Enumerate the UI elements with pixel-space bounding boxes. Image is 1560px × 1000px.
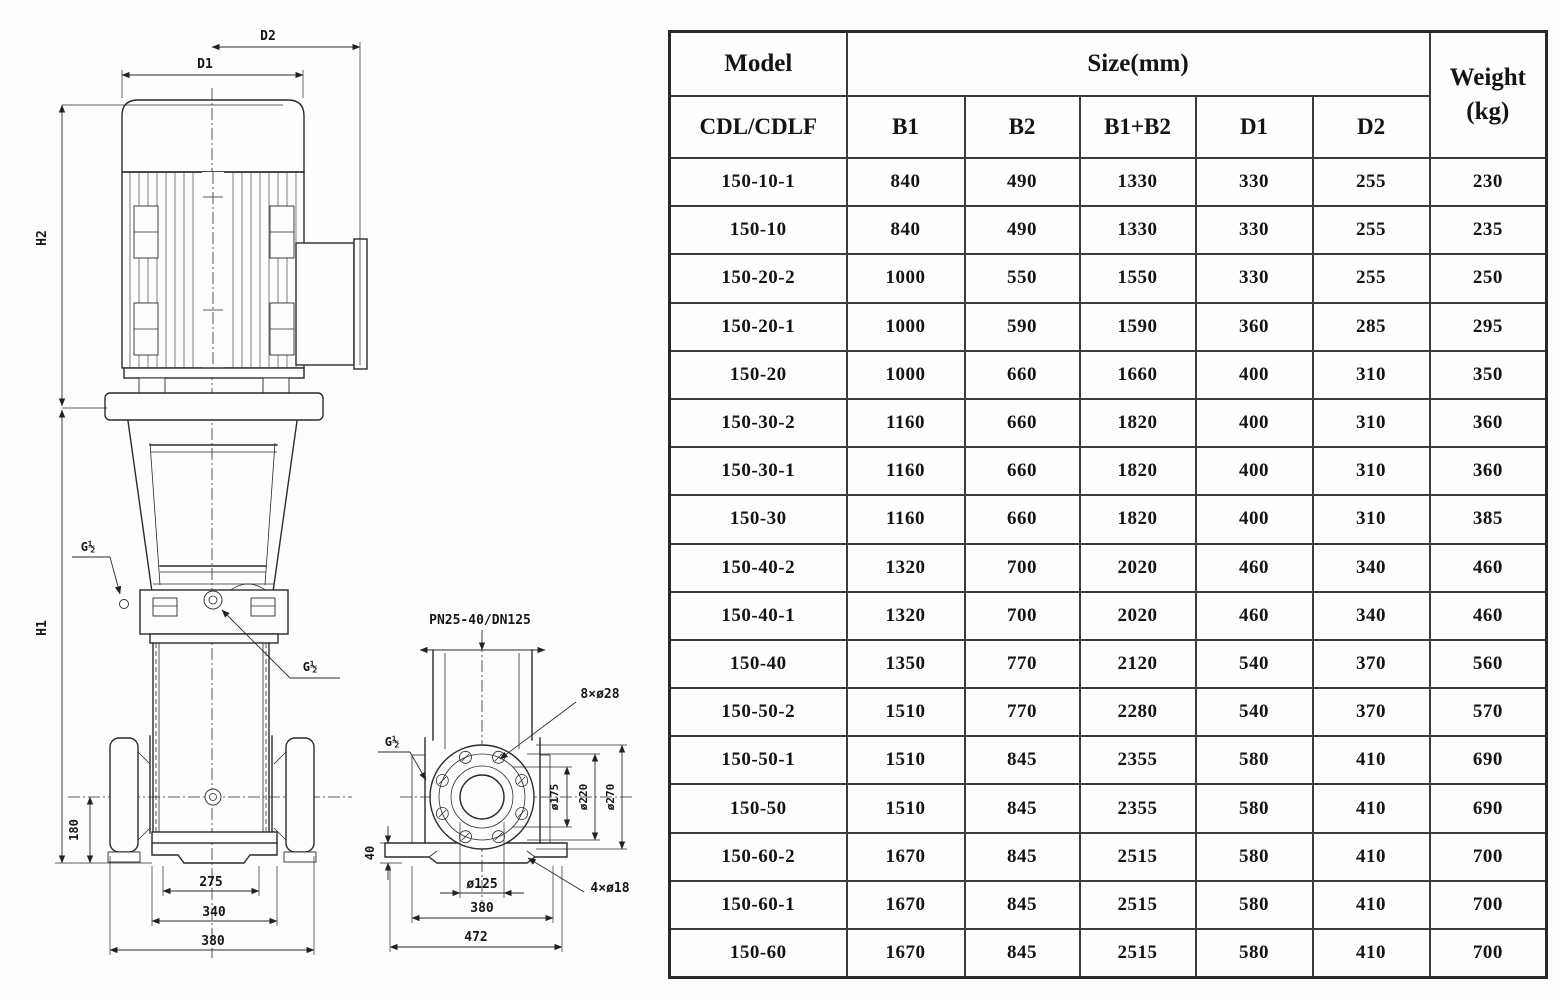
value-cell: 540 <box>1196 688 1313 736</box>
value-cell: 570 <box>1430 688 1547 736</box>
model-cell: 150-30-1 <box>670 447 847 495</box>
value-cell: 845 <box>965 929 1080 978</box>
value-cell: 310 <box>1313 399 1430 447</box>
value-cell: 410 <box>1313 929 1430 978</box>
value-cell: 1160 <box>847 399 965 447</box>
value-cell: 845 <box>965 736 1080 784</box>
header-weight-bottom: (kg) <box>1466 98 1510 125</box>
value-cell: 1590 <box>1080 303 1196 351</box>
dim-label-d1: D1 <box>197 57 213 72</box>
port-flange-left <box>110 738 138 852</box>
model-cell: 150-40-2 <box>670 544 847 592</box>
dim-label-340: 340 <box>202 905 226 920</box>
model-cell: 150-10-1 <box>670 158 847 206</box>
value-cell: 845 <box>965 833 1080 881</box>
header-size-col: D1 <box>1196 96 1313 158</box>
value-cell: 580 <box>1196 736 1313 784</box>
value-cell: 1330 <box>1080 158 1196 206</box>
pump-technical-drawing <box>0 0 660 1000</box>
model-cell: 150-20-2 <box>670 254 847 302</box>
value-cell: 540 <box>1196 640 1313 688</box>
value-cell: 370 <box>1313 688 1430 736</box>
value-cell: 700 <box>965 544 1080 592</box>
dimension-table-wrap <box>668 30 1548 979</box>
table-row <box>670 399 1547 447</box>
value-cell: 1670 <box>847 833 965 881</box>
table-row <box>670 351 1547 399</box>
value-cell: 660 <box>965 495 1080 543</box>
value-cell: 1510 <box>847 688 965 736</box>
value-cell: 340 <box>1313 544 1430 592</box>
value-cell: 370 <box>1313 640 1430 688</box>
header-model-series: CDL/CDLF <box>670 96 847 158</box>
table-row <box>670 640 1547 688</box>
dim-label-d2: D2 <box>260 29 276 44</box>
value-cell: 2020 <box>1080 592 1196 640</box>
value-cell: 235 <box>1430 206 1547 254</box>
motor-stool-plate <box>105 393 323 420</box>
pump-base <box>152 832 277 843</box>
header-size-col: B1+B2 <box>1080 96 1196 158</box>
value-cell: 400 <box>1196 495 1313 543</box>
table-row <box>670 833 1547 881</box>
value-cell: 660 <box>965 399 1080 447</box>
header-size: Size(mm) <box>847 32 1430 97</box>
value-cell: 2120 <box>1080 640 1196 688</box>
value-cell: 840 <box>847 158 965 206</box>
value-cell: 400 <box>1196 351 1313 399</box>
value-cell: 1660 <box>1080 351 1196 399</box>
value-cell: 580 <box>1196 784 1313 832</box>
value-cell: 1330 <box>1080 206 1196 254</box>
value-cell: 2515 <box>1080 833 1196 881</box>
value-cell: 2515 <box>1080 881 1196 929</box>
value-cell: 410 <box>1313 736 1430 784</box>
value-cell: 2280 <box>1080 688 1196 736</box>
header-size-col: B1 <box>847 96 965 158</box>
base-hole-note-label: 4×ø18 <box>590 881 630 896</box>
value-cell: 360 <box>1430 399 1547 447</box>
value-cell: 400 <box>1196 399 1313 447</box>
model-cell: 150-40 <box>670 640 847 688</box>
model-cell: 150-50-1 <box>670 736 847 784</box>
value-cell: 330 <box>1196 254 1313 302</box>
header-row-top <box>670 32 1547 97</box>
dim-label-dia175: ø175 <box>548 783 561 811</box>
value-cell: 285 <box>1313 303 1430 351</box>
value-cell: 580 <box>1196 881 1313 929</box>
table-body <box>670 158 1547 978</box>
value-cell: 360 <box>1430 447 1547 495</box>
port-flange-right <box>286 738 314 852</box>
table-row <box>670 254 1547 302</box>
value-cell: 1320 <box>847 592 965 640</box>
value-cell: 385 <box>1430 495 1547 543</box>
dimension-table <box>668 30 1548 979</box>
dim-label-180: 180 <box>67 819 81 841</box>
model-cell: 150-50 <box>670 784 847 832</box>
value-cell: 1000 <box>847 254 965 302</box>
value-cell: 700 <box>965 592 1080 640</box>
value-cell: 700 <box>1430 929 1547 978</box>
header-row-sub <box>670 96 1547 158</box>
value-cell: 1160 <box>847 447 965 495</box>
model-cell: 150-30-2 <box>670 399 847 447</box>
value-cell: 580 <box>1196 833 1313 881</box>
value-cell: 1820 <box>1080 495 1196 543</box>
value-cell: 1670 <box>847 881 965 929</box>
value-cell: 1000 <box>847 303 965 351</box>
value-cell: 2355 <box>1080 784 1196 832</box>
value-cell: 255 <box>1313 158 1430 206</box>
value-cell: 1350 <box>847 640 965 688</box>
value-cell: 460 <box>1196 544 1313 592</box>
value-cell: 550 <box>965 254 1080 302</box>
value-cell: 2020 <box>1080 544 1196 592</box>
table-row <box>670 303 1547 351</box>
model-cell: 150-60-2 <box>670 833 847 881</box>
value-cell: 660 <box>965 447 1080 495</box>
vent-port <box>120 600 129 609</box>
value-cell: 2515 <box>1080 929 1196 978</box>
front-view <box>35 29 367 958</box>
value-cell: 1550 <box>1080 254 1196 302</box>
value-cell: 330 <box>1196 206 1313 254</box>
value-cell: 255 <box>1313 254 1430 302</box>
table-row <box>670 929 1547 978</box>
header-size-col: B2 <box>965 96 1080 158</box>
dim-label-40: 40 <box>363 845 377 861</box>
value-cell: 770 <box>965 640 1080 688</box>
value-cell: 255 <box>1313 206 1430 254</box>
value-cell: 460 <box>1430 592 1547 640</box>
value-cell: 460 <box>1430 544 1547 592</box>
table-row <box>670 544 1547 592</box>
value-cell: 690 <box>1430 736 1547 784</box>
side-g-half-label: G½ <box>384 735 400 749</box>
value-cell: 490 <box>965 206 1080 254</box>
header-weight-top: Weight <box>1449 64 1527 92</box>
table-row <box>670 688 1547 736</box>
value-cell: 310 <box>1313 447 1430 495</box>
value-cell: 1510 <box>847 736 965 784</box>
value-cell: 845 <box>965 881 1080 929</box>
dim-label-380-side: 380 <box>470 901 494 916</box>
value-cell: 460 <box>1196 592 1313 640</box>
header-weight <box>1430 32 1547 159</box>
dim-label-g-half-upper: G½ <box>80 540 96 554</box>
table-row <box>670 158 1547 206</box>
value-cell: 560 <box>1430 640 1547 688</box>
value-cell: 310 <box>1313 351 1430 399</box>
value-cell: 410 <box>1313 833 1430 881</box>
dim-label-dia220: ø220 <box>577 783 590 811</box>
bolt-note-label: 8×ø28 <box>580 687 620 702</box>
value-cell: 770 <box>965 688 1080 736</box>
dim-label-380-front: 380 <box>201 934 225 949</box>
value-cell: 250 <box>1430 254 1547 302</box>
dim-label-g-half-lower: G½ <box>302 660 318 674</box>
value-cell: 700 <box>1430 833 1547 881</box>
dim-label-dia125: ø125 <box>466 877 498 892</box>
value-cell: 690 <box>1430 784 1547 832</box>
value-cell: 410 <box>1313 784 1430 832</box>
model-cell: 150-10 <box>670 206 847 254</box>
table-row <box>670 881 1547 929</box>
value-cell: 1000 <box>847 351 965 399</box>
value-cell: 1160 <box>847 495 965 543</box>
value-cell: 840 <box>847 206 965 254</box>
motor-cap <box>122 100 304 172</box>
junction-box <box>296 243 354 365</box>
value-cell: 490 <box>965 158 1080 206</box>
header-size-col: D2 <box>1313 96 1430 158</box>
model-cell: 150-20-1 <box>670 303 847 351</box>
value-cell: 845 <box>965 784 1080 832</box>
flange-spec-label: PN25-40/DN125 <box>429 613 531 628</box>
value-cell: 1820 <box>1080 399 1196 447</box>
value-cell: 1510 <box>847 784 965 832</box>
dim-label-275: 275 <box>199 875 223 890</box>
model-cell: 150-30 <box>670 495 847 543</box>
value-cell: 1320 <box>847 544 965 592</box>
dim-label-h2: H2 <box>35 230 50 246</box>
value-cell: 660 <box>965 351 1080 399</box>
value-cell: 410 <box>1313 881 1430 929</box>
value-cell: 360 <box>1196 303 1313 351</box>
model-cell: 150-60-1 <box>670 881 847 929</box>
table-row <box>670 736 1547 784</box>
value-cell: 350 <box>1430 351 1547 399</box>
dim-label-h1: H1 <box>35 620 50 636</box>
value-cell: 330 <box>1196 158 1313 206</box>
side-view <box>363 613 632 952</box>
table-row <box>670 495 1547 543</box>
table-row <box>670 784 1547 832</box>
model-cell: 150-20 <box>670 351 847 399</box>
value-cell: 1670 <box>847 929 965 978</box>
dim-label-dia270: ø270 <box>604 783 617 811</box>
model-cell: 150-50-2 <box>670 688 847 736</box>
model-cell: 150-40-1 <box>670 592 847 640</box>
value-cell: 580 <box>1196 929 1313 978</box>
header-model: Model <box>670 32 847 97</box>
value-cell: 700 <box>1430 881 1547 929</box>
value-cell: 295 <box>1430 303 1547 351</box>
value-cell: 2355 <box>1080 736 1196 784</box>
table-row <box>670 592 1547 640</box>
value-cell: 310 <box>1313 495 1430 543</box>
value-cell: 230 <box>1430 158 1547 206</box>
value-cell: 590 <box>965 303 1080 351</box>
dim-label-472: 472 <box>464 930 488 945</box>
model-cell: 150-60 <box>670 929 847 978</box>
discharge-flange <box>430 745 534 849</box>
value-cell: 1820 <box>1080 447 1196 495</box>
table-row <box>670 206 1547 254</box>
value-cell: 400 <box>1196 447 1313 495</box>
table-row <box>670 447 1547 495</box>
value-cell: 340 <box>1313 592 1430 640</box>
